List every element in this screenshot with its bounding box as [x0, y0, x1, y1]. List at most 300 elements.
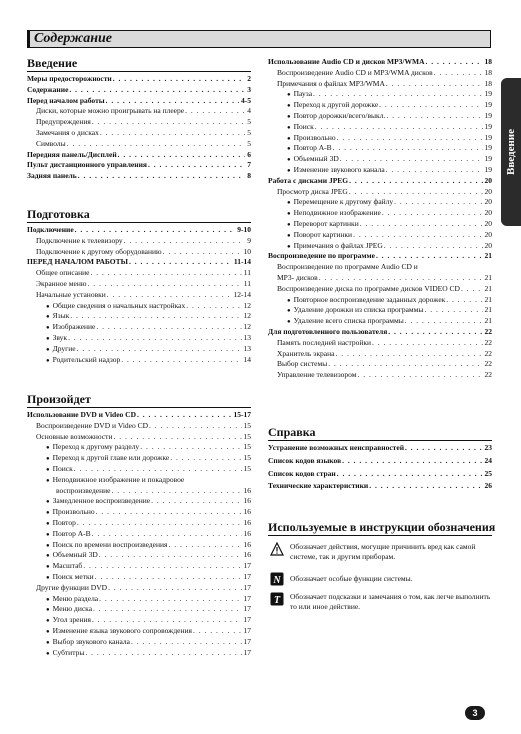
bullet-icon: ● — [287, 146, 291, 153]
toc-entry — [46, 540, 251, 550]
toc-leader-dots — [405, 316, 483, 326]
toc-entry-title: Перемещение к другому файлу — [293, 197, 394, 207]
toc-entry-page: 17 — [243, 604, 251, 614]
toc-entry — [27, 225, 251, 235]
toc-leader-dots — [92, 615, 242, 625]
toc-entry-title: Замечания о дисках — [36, 128, 99, 137]
toc-entry — [27, 257, 251, 267]
toc-entry — [36, 247, 251, 257]
toc-leader-dots — [69, 85, 245, 95]
toc-entry-page: 12 — [243, 300, 251, 310]
svg-text:N: N — [273, 575, 281, 586]
bullet-icon: ● — [46, 531, 50, 538]
toc-entry-page: 14 — [243, 354, 251, 364]
toc-entry-page: 17 — [243, 647, 251, 657]
toc-leader-dots — [96, 507, 242, 517]
toc-entry-title: Просмотр диска JPEG — [277, 186, 348, 196]
toc-entry — [287, 305, 492, 315]
toc-leader-dots — [319, 273, 483, 283]
toc-leader-dots — [388, 327, 482, 337]
toc-leader-dots — [337, 469, 483, 479]
toc-entry — [46, 626, 251, 636]
toc-entry — [287, 100, 492, 110]
bullet-icon: ● — [46, 346, 50, 353]
toc-entry-page: 8 — [247, 171, 251, 181]
toc-entry-title: Для подготовленного пользователя — [268, 327, 388, 336]
toc-entry — [277, 68, 492, 78]
toc-entry — [287, 133, 492, 143]
legend-heading: Используемые в инструкции обозначения — [268, 520, 496, 534]
toc-entry — [36, 139, 251, 149]
toc-entry-page: 19 — [484, 154, 492, 164]
toc-entry — [287, 111, 492, 121]
toc-entry — [27, 171, 251, 181]
toc-entry-page: 24 — [484, 455, 492, 465]
toc-entry-page: 3 — [247, 84, 251, 94]
bullet-icon: ● — [287, 297, 291, 304]
toc-leader-dots — [67, 139, 246, 149]
toc-entry — [287, 143, 492, 153]
toc-leader-dots — [337, 133, 483, 143]
bullet-icon: ● — [46, 564, 50, 571]
toc-leader-dots — [424, 305, 482, 315]
toc-entry-title: Память последней настройки — [277, 337, 372, 347]
toc-entry-title: Повтор дорожки/всего/выкл. — [293, 111, 386, 120]
toc-entry-title: Удаление дорожки из списка программы — [293, 305, 424, 315]
bullet-icon: ● — [46, 357, 50, 364]
bullet-icon: ● — [46, 629, 50, 635]
toc-entry-page: 16 — [243, 507, 251, 517]
toc-entry — [287, 230, 492, 240]
toc-entry — [46, 464, 251, 474]
toc-entry-page: 22 — [484, 337, 492, 347]
bullet-icon: ● — [46, 607, 50, 614]
toc-leader-dots — [353, 230, 482, 240]
toc-entry — [277, 338, 492, 348]
toc-entry — [27, 410, 251, 420]
bullet-icon: ● — [46, 467, 50, 473]
toc-entry-title: Звук — [52, 333, 68, 342]
toc-entry-title: Изображение — [52, 322, 96, 332]
toc-entry — [277, 273, 492, 283]
toc-entry — [268, 469, 492, 479]
bullet-icon: ● — [46, 510, 50, 517]
toc-leader-dots — [342, 456, 482, 466]
toc-entry — [277, 284, 492, 294]
toc-entry-title: Произвольно — [52, 507, 95, 517]
toc-leader-dots — [137, 410, 232, 420]
bullet-icon: ● — [46, 336, 50, 342]
toc-entry — [46, 311, 251, 321]
toc-leader-dots — [360, 219, 483, 229]
legend-tip — [270, 592, 494, 614]
toc-entry — [46, 594, 251, 604]
toc-entry — [287, 165, 492, 175]
toc-entry-title: Произвольно — [293, 132, 336, 142]
toc-entry-title: Выбор системы — [277, 359, 328, 369]
toc-entry-page: 18 — [484, 78, 492, 88]
toc-leader-dots — [163, 247, 242, 257]
toc-entry — [36, 421, 251, 431]
toc-leader-dots — [85, 648, 241, 658]
toc-entry-title: Использование Audio CD и дисков MP3/WMA — [268, 57, 425, 66]
toc-entry — [46, 475, 251, 485]
toc-entry-page: 11-14 — [233, 257, 251, 267]
toc-entry-title: Объемный 3D — [52, 550, 98, 560]
toc-entry-title: Повтор — [52, 518, 76, 527]
bullet-icon: ● — [287, 103, 291, 110]
toc-entry-page: 12-14 — [233, 289, 251, 299]
toc-entry — [36, 583, 251, 593]
toc-leader-dots — [333, 143, 483, 153]
toc-entry-page: 5 — [247, 117, 251, 127]
toc-entry-title: MP3- дисков — [277, 273, 318, 282]
toc-entry — [277, 370, 492, 380]
toc-leader-dots — [75, 225, 236, 235]
toc-leader-dots — [131, 637, 242, 647]
toc-entry-page: 16 — [243, 518, 251, 527]
toc-entry-title: Диски, которые можно проигрывать на плеере — [36, 106, 185, 116]
toc-leader-dots — [129, 257, 232, 267]
toc-entry-title: Перед началом работы — [27, 95, 105, 105]
toc-entry-page: 18 — [484, 57, 492, 66]
toc-entry-page: 15 — [243, 420, 251, 430]
toc-leader-dots — [382, 208, 483, 218]
help-heading: Справка — [268, 425, 316, 439]
toc-leader-dots — [446, 295, 482, 305]
toc-leader-dots — [108, 583, 241, 593]
toc-entry — [36, 236, 251, 246]
side-tab — [501, 78, 521, 226]
toc-entry — [277, 79, 492, 89]
toc-entry — [36, 279, 251, 289]
toc-leader-dots — [83, 561, 241, 571]
toc-entry — [268, 57, 492, 67]
toc-leader-dots — [369, 481, 482, 491]
toc-entry — [46, 561, 251, 571]
tip-t-icon — [270, 592, 284, 606]
toc-entry-page: 21 — [484, 294, 492, 304]
toc-entry — [287, 208, 492, 218]
toc-entry-page: 21 — [484, 283, 492, 293]
toc-leader-dots — [107, 290, 232, 300]
toc-entry — [46, 355, 251, 365]
toc-entry-page: 22 — [484, 359, 492, 369]
section-heading: Подготовка — [27, 207, 90, 221]
toc-entry-title: Повтор A-B — [52, 528, 91, 538]
toc-entry-title: Изменение языка звукового сопровождения — [52, 626, 192, 635]
toc-entry — [287, 316, 492, 326]
toc-entry-page: 21 — [484, 273, 492, 282]
toc-entry-page: 17 — [243, 572, 251, 581]
help-heading-rule — [268, 440, 492, 441]
toc-entry — [46, 615, 251, 625]
toc-entry — [268, 481, 492, 491]
toc-entry-title: Воспроизведение DVD и Video CD — [36, 420, 149, 430]
toc-entry — [277, 262, 492, 272]
toc-entry-title: Поиск — [52, 464, 73, 473]
toc-entry — [46, 637, 251, 647]
toc-leader-dots — [140, 442, 241, 452]
toc-entry-title: Экранное меню — [36, 279, 87, 288]
toc-entry — [287, 197, 492, 207]
toc-entry-title: Меню диска — [52, 604, 93, 614]
toc-leader-dots — [349, 187, 483, 197]
toc-leader-dots — [77, 518, 242, 528]
toc-entry-page: 22 — [484, 327, 492, 336]
toc-entry-title: Меры предосторожности — [27, 74, 112, 83]
toc-leader-dots — [185, 106, 245, 116]
toc-entry-title: Субтитры — [52, 647, 85, 657]
toc-entry-page: 19 — [484, 121, 492, 131]
section-heading-rule — [27, 407, 251, 408]
section-heading: Введение — [27, 56, 78, 70]
bullet-icon: ● — [46, 477, 50, 484]
toc-leader-dots — [92, 529, 242, 539]
toc-entry-title: Хранитель экрана — [277, 348, 335, 358]
toc-entry-title: Неподвижное изображение и покадровое — [52, 474, 185, 484]
toc-entry — [46, 453, 251, 463]
toc-entry-title: Начальные установки — [36, 289, 106, 299]
toc-entry-page: 26 — [484, 481, 492, 491]
bullet-icon: ● — [287, 114, 291, 120]
toc-entry — [46, 518, 251, 528]
toc-leader-dots — [340, 154, 483, 164]
toc-entry-page: 20 — [484, 240, 492, 250]
toc-leader-dots — [78, 171, 246, 181]
toc-entry-page: 20 — [484, 219, 492, 228]
toc-entry — [277, 359, 492, 369]
toc-entry-page: 4-5 — [241, 95, 251, 105]
toc-entry — [46, 322, 251, 332]
toc-entry-page: 16 — [243, 496, 251, 506]
toc-entry-page: 17 — [243, 615, 251, 625]
toc-entry-page: 4 — [247, 106, 251, 116]
toc-entry-title: Повтор A-B — [293, 143, 332, 153]
toc-entry-page: 15 — [243, 442, 251, 452]
toc-entry-title: Переход к другой главе или дорожке — [52, 453, 170, 463]
toc-entry-title: Подключение — [27, 225, 74, 234]
toc-entry — [46, 333, 251, 343]
toc-leader-dots — [113, 74, 246, 84]
toc-leader-dots — [394, 197, 482, 207]
toc-entry-title: Общее описание — [36, 268, 90, 278]
toc-leader-dots — [349, 176, 482, 186]
toc-leader-dots — [168, 540, 241, 550]
toc-leader-dots — [386, 165, 483, 175]
toc-entry — [27, 160, 251, 170]
toc-entry-title: Содержание — [27, 84, 69, 94]
toc-entry-title: Поиск по времени воспроизведения — [52, 539, 168, 549]
toc-entry — [277, 349, 492, 359]
legend-warning-text: Обозначает действия, могущие причинить вред как самой системе, так и другим приборам. — [290, 542, 476, 561]
legend-note-text: Обозначает особые функции системы. — [290, 574, 413, 583]
legend-heading-rule — [268, 535, 492, 536]
toc-entry — [46, 529, 251, 539]
toc-entry — [287, 241, 492, 251]
toc-entry-title: Язык — [52, 311, 70, 321]
toc-entry-title: Управление телевизором — [277, 370, 357, 380]
toc-entry-page: 20 — [484, 197, 492, 207]
toc-entry — [36, 106, 251, 116]
toc-entry-page: 17 — [243, 593, 251, 603]
toc-entry-title: Масштаб — [52, 561, 83, 571]
toc-entry — [277, 187, 492, 197]
toc-entry-title: Примечания о файлах JPEG — [293, 240, 383, 250]
toc-leader-dots — [434, 68, 483, 78]
toc-entry-title: Замедленное воспроизведение — [52, 496, 151, 506]
toc-entry-page: 5 — [247, 128, 251, 137]
bullet-icon: ● — [46, 499, 50, 506]
bullet-icon: ● — [46, 325, 50, 332]
toc-entry-page: 21 — [484, 251, 492, 261]
bullet-icon: ● — [287, 308, 291, 315]
toc-entry — [46, 344, 251, 354]
toc-leader-dots — [313, 89, 482, 99]
legend-warning — [270, 542, 494, 564]
page-number-badge: 3 — [465, 706, 485, 720]
bullet-icon: ● — [287, 124, 291, 131]
bullet-icon: ● — [287, 168, 291, 174]
toc-entry — [27, 150, 251, 160]
toc-entry-title: Удаление всего списка программы — [293, 316, 404, 326]
bullet-icon: ● — [287, 232, 291, 239]
toc-entry-page: 12 — [243, 311, 251, 321]
note-n-icon — [270, 572, 284, 586]
toc-entry — [268, 327, 492, 337]
toc-entry-title: Передняя панель/Дисплей — [27, 149, 117, 159]
toc-entry-page: 21 — [484, 305, 492, 315]
toc-entry — [36, 290, 251, 300]
toc-entry — [46, 550, 251, 560]
toc-entry-title: Подключение к другому оборудованию — [36, 246, 162, 256]
toc-entry-page: 17 — [243, 582, 251, 592]
toc-entry-page: 16 — [243, 550, 251, 560]
toc-entry — [36, 117, 251, 127]
toc-leader-dots — [335, 349, 482, 359]
toc-entry-title: Переход к другой дорожке — [293, 100, 379, 110]
bullet-icon: ● — [287, 200, 291, 207]
toc-entry-page: 22 — [484, 370, 492, 380]
toc-entry-title: Воспроизведение диска по программе дисков VIDEO CD — [277, 283, 460, 293]
toc-leader-dots — [386, 79, 483, 89]
toc-leader-dots — [193, 626, 242, 636]
toc-entry-title: Другие — [52, 343, 76, 353]
toc-entry-title: Использование DVD и Video CD — [27, 410, 136, 419]
toc-entry — [287, 219, 492, 229]
toc-entry-page: 19 — [484, 111, 492, 120]
toc-entry-page: 19 — [484, 89, 492, 99]
toc-entry-page: 19 — [484, 100, 492, 110]
toc-entry — [27, 96, 251, 106]
bullet-icon: ● — [287, 222, 291, 228]
toc-entry — [287, 89, 492, 99]
section-heading-rule — [27, 71, 251, 72]
toc-entry — [46, 496, 251, 506]
toc-entry-page: 16 — [243, 485, 251, 495]
toc-entry-title: Выбор звукового канала — [52, 636, 130, 646]
toc-entry — [27, 74, 251, 84]
toc-entry-page: 15 — [243, 453, 251, 463]
toc-entry-page: 5 — [247, 138, 251, 148]
bullet-icon: ● — [46, 575, 50, 581]
legend-note — [270, 572, 494, 586]
toc-entry-title: Пауза — [293, 89, 313, 99]
bullet-icon: ● — [46, 618, 50, 625]
toc-entry-title: Родительский надзор — [52, 354, 121, 364]
toc-entry-page: 21 — [484, 316, 492, 326]
toc-leader-dots — [405, 443, 482, 453]
toc-entry-page: 20 — [484, 186, 492, 196]
toc-entry-title: Задняя панель — [27, 171, 77, 181]
toc-entry-title: Угол зрения — [52, 615, 91, 625]
toc-leader-dots — [148, 160, 245, 170]
toc-entry-title: Примечания о файлах MP3/WMA — [277, 78, 385, 88]
toc-leader-dots — [426, 57, 483, 67]
toc-entry-page: 17 — [243, 636, 251, 646]
toc-entry-title: Основные возможности — [36, 431, 113, 441]
toc-leader-dots — [151, 496, 241, 506]
toc-leader-dots — [186, 301, 241, 311]
toc-entry — [56, 486, 251, 496]
toc-leader-dots — [379, 100, 482, 110]
toc-entry-title: Список кодов языков — [268, 455, 342, 465]
bullet-icon: ● — [46, 639, 50, 646]
toc-entry-page: 18 — [484, 67, 492, 77]
toc-entry — [46, 301, 251, 311]
toc-entry-title: Воспроизведение по программе Audio CD и — [277, 262, 418, 272]
bullet-icon: ● — [46, 650, 50, 657]
toc-leader-dots — [118, 150, 246, 160]
toc-leader-dots — [95, 572, 242, 582]
toc-entry-title: Общие сведения о начальных настройках — [52, 300, 186, 310]
toc-entry — [36, 432, 251, 442]
toc-entry-page: 20 — [484, 175, 492, 185]
toc-entry-title: Повторное воспроизведение заданных дорожек — [293, 294, 446, 304]
toc-leader-dots — [328, 359, 482, 369]
toc-entry-title: Поиск метки — [52, 572, 94, 581]
toc-entry — [27, 85, 251, 95]
bullet-icon: ● — [46, 445, 50, 452]
bullet-icon: ● — [46, 521, 50, 527]
toc-entry — [46, 604, 251, 614]
bullet-icon: ● — [46, 303, 50, 310]
toc-entry-title: Переворот картинки — [293, 219, 359, 228]
toc-entry-title: Неподвижное изображение — [293, 208, 381, 218]
page-title: Содержание — [34, 31, 112, 46]
svg-text:T: T — [273, 595, 281, 606]
toc-entry-page: 16 — [243, 528, 251, 538]
toc-entry — [268, 456, 492, 466]
toc-entry-page: 9-10 — [237, 225, 251, 234]
toc-entry-page: 20 — [484, 208, 492, 218]
toc-leader-dots — [68, 333, 241, 343]
toc-entry — [287, 154, 492, 164]
toc-entry-page: 9 — [247, 235, 251, 245]
toc-entry-title: Изменение звукового канала — [293, 165, 385, 174]
bullet-icon: ● — [287, 157, 291, 164]
bullet-icon: ● — [46, 456, 50, 463]
toc-entry — [36, 268, 251, 278]
toc-entry — [287, 295, 492, 305]
toc-entry-page: 13 — [243, 343, 251, 353]
toc-leader-dots — [93, 604, 241, 614]
toc-entry-page: 7 — [247, 160, 251, 170]
toc-entry-title: Воспроизведение по программе — [268, 251, 375, 261]
toc-entry-page: 12 — [243, 322, 251, 332]
toc-leader-dots — [461, 284, 483, 294]
toc-entry-title: Поиск — [293, 121, 314, 131]
